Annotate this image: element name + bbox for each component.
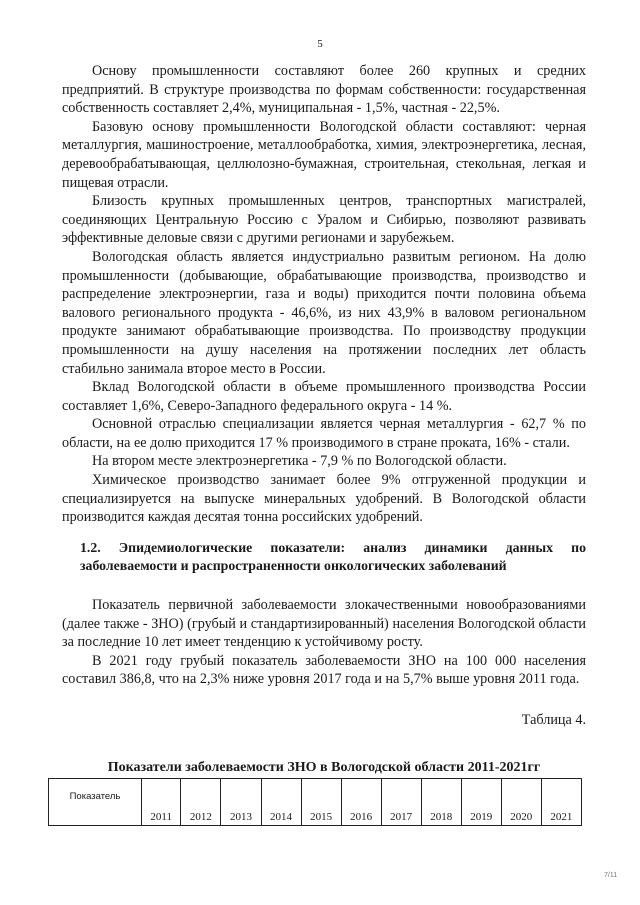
section-heading: 1.2. Эпидемиологические показатели: анализ динамики данных по заболеваемости и распространенности онкологических заболеваний [80,539,586,574]
page-number: 5 [317,38,323,50]
paragraph: Вклад Вологодской области в объеме промышленного производства России составляет 1,6%, Северо-Западного федерального округа - 14 %. [62,379,586,414]
table-header-row [49,779,582,826]
year-cell: 2019 [461,779,501,826]
year-cell: 2012 [181,779,221,826]
table-header-cell: Показатель [49,779,142,826]
year-cell: 2017 [381,779,421,826]
year-cell: 2011 [142,779,181,826]
paragraph: Вологодская область является индустриально развитым регионом. На долю промышленности (добывающие, обрабатывающие производства, производство и распределение электроэнергии, газа и воды) приходится почти половина объема валового регионального продукта - 46,6%, из них 43,9% в валовом региональном продукте занимают обрабатывающие производства. По производству продукции промышленности на душу населения на протяжении последних лет область стабильно занимала второе место в России. [62,248,586,377]
paragraph: На втором месте электроэнергетика - 7,9 % по Вологодской области. [92,453,507,470]
year-cell: 2018 [421,779,461,826]
year-cell: 2021 [541,779,581,826]
paragraph: Химическое производство занимает более 9% отгруженной продукции и специализируется на выпуске минеральных удобрений. В Вологодской области производится каждая десятая тонна российских удобрений. [62,472,586,526]
corner-mark: 7/11 [604,872,618,879]
paragraph: Основу промышленности составляют более 260 крупных и средних предприятий. В структуре производства по формам собственности: государственная собственность составляет 2,4%, муниципальная - 1,5%, частная - 22,5%. [62,63,586,117]
paragraph: Близость крупных промышленных центров, транспортных магистралей, соединяющих Центральную Россию с Уралом и Сибирью, позволяют развивать эффективные деловые связи с другими регионами и зарубежьем. [62,193,586,247]
year-cell: 2015 [301,779,341,826]
year-cell: 2014 [261,779,301,826]
year-cell: 2013 [221,779,261,826]
paragraph: Основной отраслью специализации является черная металлургия - 62,7 % по области, на ее долю приходится 17 % производимого в стране проката, 16% - стали. [62,416,586,451]
table-title: Показатели заболеваемости ЗНО в Вологодской области 2011-2021гг [107,760,541,775]
document-body [62,62,586,777]
year-cell: 2016 [341,779,381,826]
paragraph: В 2021 году грубый показатель заболеваемости ЗНО на 100 000 населения составил 386,8, что на 2,3% ниже уровня 2017 года и на 5,7% выше уровня 2011 года. [62,652,586,688]
paragraph: Показатель первичной заболеваемости злокачественными новообразованиями (далее также - ЗНО) (грубый и стандартизированный) населения Вологодской области за последние 10 лет имеет тенденцию к устойчивому росту. [62,597,586,651]
table-label: Таблица 4. [521,712,586,728]
year-cell: 2020 [501,779,541,826]
incidence-table [48,778,582,826]
paragraph: Базовую основу промышленности Вологодской области составляют: черная металлургия, машиностроение, металлообработка, химия, электроэнергетика, лесная, деревообрабатывающая, целлюлозно-бумажная, строительная, стекольная, легкая и пищевая отрасли. [62,118,586,191]
